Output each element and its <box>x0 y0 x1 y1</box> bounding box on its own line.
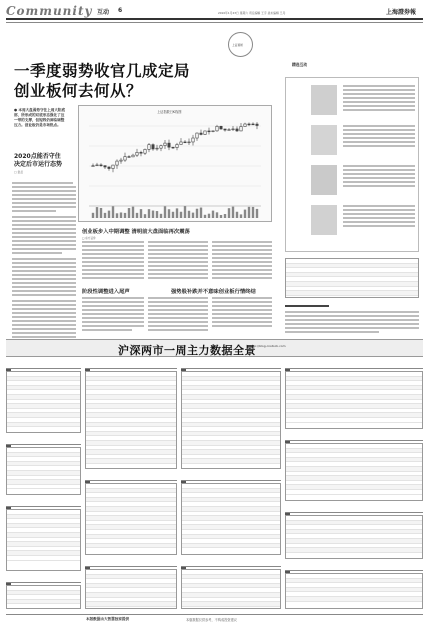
table-head-7 <box>85 559 177 567</box>
volume-bar <box>192 213 194 218</box>
candle-body <box>108 167 110 169</box>
candle-body <box>244 124 246 126</box>
data-table-13 <box>285 515 423 559</box>
candle-body <box>152 145 154 149</box>
candle-body <box>128 157 130 158</box>
data-banner <box>6 339 423 357</box>
volume-bar <box>180 212 182 218</box>
volume-bar <box>236 212 238 218</box>
data-table-3 <box>6 509 81 571</box>
chart-caption: 上证指数日K线图 <box>157 110 182 114</box>
data-table-4 <box>6 585 81 609</box>
volume-bar <box>244 210 246 218</box>
volume-bar <box>120 212 122 218</box>
kicker-title-2: 决定后市运行态势 <box>14 161 63 168</box>
volume-bar <box>184 206 186 218</box>
candle-body <box>196 133 198 138</box>
left-column-body <box>12 180 76 355</box>
candle-body <box>216 126 218 131</box>
candle-body <box>92 166 94 167</box>
article-2-title: 阶段性调整进入尾声 <box>82 289 130 295</box>
candle-body <box>160 146 162 149</box>
masthead-rule <box>6 22 423 23</box>
headline <box>14 61 190 101</box>
candle-body <box>116 161 118 165</box>
candle-body <box>212 131 214 132</box>
bottom-bar-right: 本版数据仅供参考，不构成投资建议 <box>186 618 237 622</box>
volume-bar <box>132 207 134 218</box>
table-head-3 <box>6 499 81 507</box>
volume-bar <box>108 211 110 218</box>
kicker-byline: □ 金岳 <box>14 170 24 174</box>
volume-bar <box>164 206 166 218</box>
candle-body <box>252 124 254 125</box>
volume-bar <box>144 214 146 218</box>
badge-ring-label: 上证视听 <box>232 43 244 47</box>
volume-bar <box>100 208 102 218</box>
volume-bar <box>248 207 250 218</box>
candle-body <box>236 129 238 131</box>
volume-bar <box>136 213 138 218</box>
paper-name: 上海證券報 <box>386 9 417 16</box>
table-head-5 <box>85 361 177 369</box>
volume-bar <box>200 208 202 218</box>
volume-bar <box>256 209 258 218</box>
candle-body <box>120 160 122 161</box>
candle-body <box>256 124 258 125</box>
candle-body <box>204 131 206 135</box>
sidebar <box>281 67 420 339</box>
bottom-bar <box>6 614 423 623</box>
table-head-14 <box>285 563 423 571</box>
candle-body <box>184 142 186 143</box>
candle-body <box>144 149 146 153</box>
banner-title: 沪深两市一周主力数据全景 <box>118 344 256 357</box>
volume-bar <box>140 209 142 218</box>
article-2-3-body <box>82 297 272 335</box>
candle-body <box>132 155 134 157</box>
candle-body <box>104 166 106 167</box>
volume-bar <box>160 214 162 218</box>
volume-bar <box>92 213 94 218</box>
volume-bar <box>172 212 174 218</box>
candle-body <box>148 145 150 150</box>
candle-body <box>140 152 142 153</box>
candlestick-plot <box>79 106 271 221</box>
volume-bar <box>196 209 198 218</box>
candle-body <box>172 147 174 148</box>
volume-bar <box>156 211 158 218</box>
table-head-10 <box>181 559 281 567</box>
sidebar-table <box>285 258 419 298</box>
candle-body <box>180 142 182 145</box>
volume-bar <box>252 207 254 218</box>
volume-bar <box>220 215 222 218</box>
headline-line-2: 创业板何去何从？ <box>14 81 143 100</box>
candle-body <box>192 138 194 142</box>
section-cn: 互动 <box>97 9 110 16</box>
candle-body <box>164 143 166 145</box>
candle-body <box>176 144 178 147</box>
table-head-12 <box>285 433 423 441</box>
volume-bar <box>152 211 154 218</box>
data-table-11 <box>285 371 423 429</box>
volume-bar <box>148 209 150 218</box>
table-head-8 <box>181 361 281 369</box>
data-table-5 <box>85 371 177 469</box>
article-1-body <box>82 241 272 283</box>
candle-body <box>96 165 98 166</box>
volume-bar <box>224 214 226 218</box>
candle-body <box>124 157 126 160</box>
candle-body <box>100 165 102 166</box>
volume-bar <box>96 207 98 218</box>
data-table-8 <box>181 371 281 469</box>
badge-ring <box>228 32 253 57</box>
table-head-2 <box>6 437 81 445</box>
issue-info: 2010年1月23日 星期六 责任编辑 王宇 美术编辑 王丹 <box>218 11 286 15</box>
candle-body <box>220 126 222 129</box>
kicker <box>14 153 69 174</box>
sidebar-photo-2 <box>311 125 337 155</box>
sidebar-photo-1 <box>311 85 337 115</box>
article-3-title: 强势股补跌并不意味创业板行情终结 <box>171 289 256 295</box>
lead-text: ● 本周大盘弱势守住上周大阳底部，所形成的双底形态强化了这一带的支撑，但短线仍面临调整压力。创业板仍是市场热点。 <box>14 108 66 127</box>
kicker-title-1: 2020点能否守住 <box>14 153 61 160</box>
data-table-2 <box>6 447 81 495</box>
candle-body <box>168 143 170 147</box>
volume-bar <box>216 212 218 218</box>
volume-bar <box>212 211 214 218</box>
volume-bar <box>228 208 230 218</box>
data-table-7 <box>85 569 177 609</box>
candle-body <box>200 133 202 134</box>
volume-bar <box>240 214 242 218</box>
candle-body <box>232 129 234 130</box>
masthead <box>6 4 423 20</box>
volume-bar <box>124 213 126 218</box>
page-number: 6 <box>118 7 123 14</box>
volume-bar <box>116 213 118 218</box>
sidebar-photo-4 <box>311 205 337 235</box>
bottom-bar-left: 本版数据由大智慧独家提供 <box>86 617 130 621</box>
article-1-title: 创业板步入中期调整 清明前大盘面临再次震荡 <box>82 229 190 235</box>
data-tables <box>6 361 423 613</box>
volume-bar <box>168 209 170 218</box>
candle-body <box>224 129 226 130</box>
candle-body <box>248 124 250 125</box>
candle-body <box>156 148 158 149</box>
section-en: Community <box>6 4 93 18</box>
data-table-10 <box>181 569 281 609</box>
volume-bar <box>204 215 206 218</box>
data-table-1 <box>6 371 81 433</box>
data-table-9 <box>181 483 281 555</box>
index-chart <box>78 105 272 222</box>
headline-line-1: 一季度弱势收官几成定局 <box>14 61 191 80</box>
volume-bar <box>104 213 106 218</box>
candle-body <box>240 126 242 130</box>
table-head-13 <box>285 505 423 513</box>
candle-body <box>136 152 138 155</box>
table-head-1 <box>6 361 81 369</box>
lead-box <box>14 108 67 150</box>
table-head-9 <box>181 473 281 481</box>
table-head-11 <box>285 361 423 369</box>
banner-url[interactable]: http://blog.cnstock.com <box>250 344 286 348</box>
volume-bar <box>176 208 178 218</box>
sidebar-photo-3 <box>311 165 337 195</box>
sidebar-title: 精选互动 <box>292 62 308 67</box>
candle-body <box>228 130 230 131</box>
table-head-4 <box>6 575 81 583</box>
article-1-byline: □ 东方证券 <box>82 237 96 240</box>
data-table-6 <box>85 483 177 555</box>
volume-bar <box>232 207 234 218</box>
volume-bar <box>188 211 190 218</box>
data-table-12 <box>285 443 423 501</box>
candle-body <box>112 165 114 168</box>
candle-body <box>188 142 190 143</box>
candle-body <box>208 131 210 132</box>
volume-bar <box>112 206 114 218</box>
data-table-14 <box>285 573 423 609</box>
table-head-6 <box>85 473 177 481</box>
volume-bar <box>208 214 210 218</box>
volume-bar <box>128 208 130 218</box>
